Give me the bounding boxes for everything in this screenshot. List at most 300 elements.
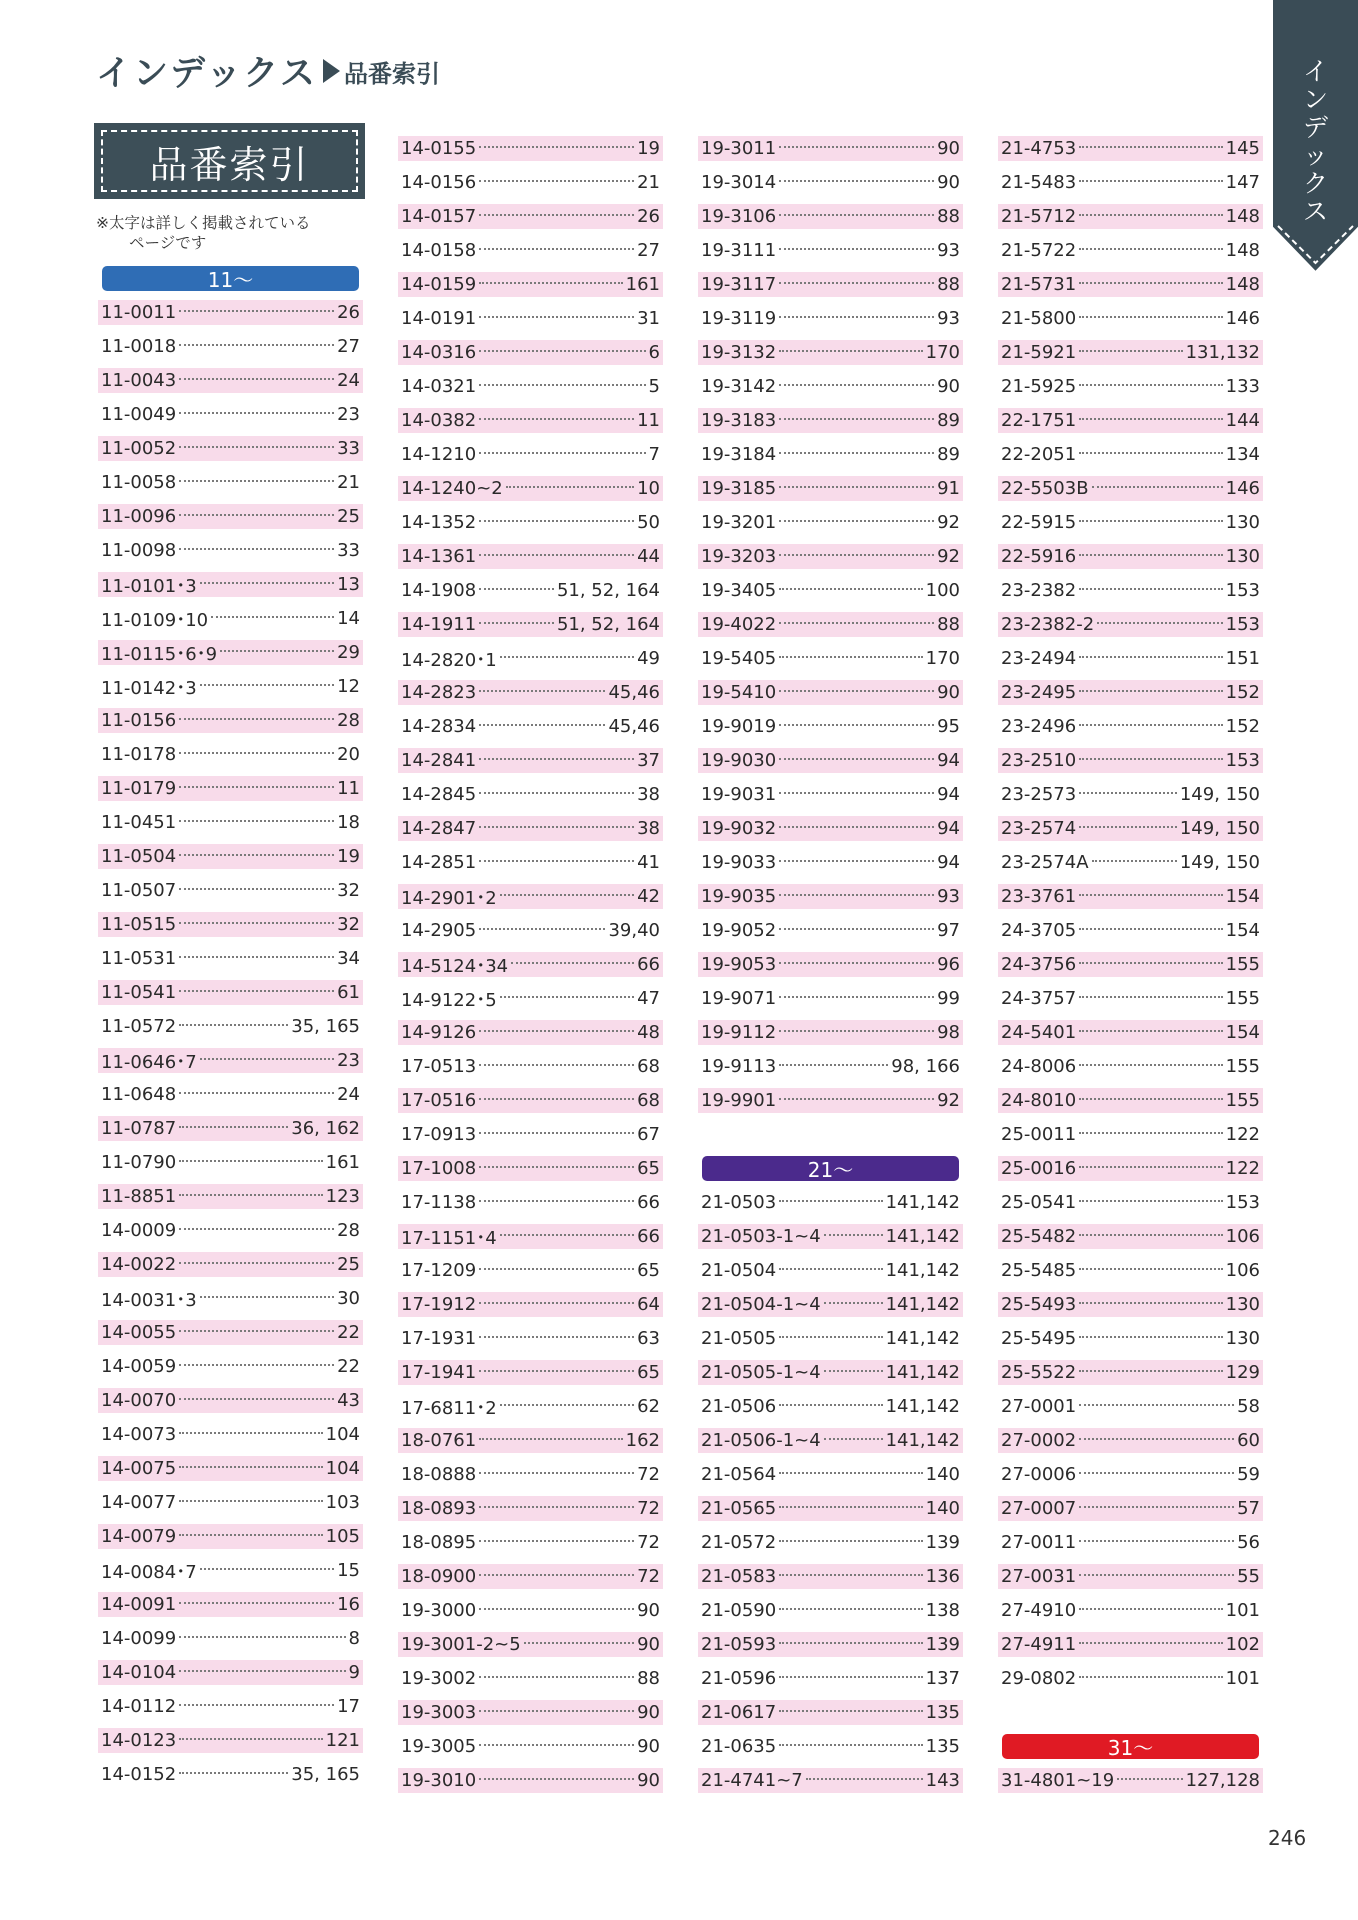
index-entry[interactable] [998, 680, 1263, 705]
index-entry[interactable] [698, 544, 963, 569]
product-code: 19-3010 [401, 1770, 477, 1791]
spacer [998, 1700, 1263, 1725]
index-entry[interactable] [698, 170, 963, 195]
index-entry[interactable] [398, 204, 663, 229]
page-reference: 144 [1225, 410, 1260, 431]
index-entry[interactable] [998, 544, 1263, 569]
index-entry[interactable] [398, 1530, 663, 1555]
index-entry[interactable] [398, 612, 663, 637]
page-reference: 140 [925, 1464, 960, 1485]
index-entry[interactable] [698, 1666, 963, 1691]
page-reference: 58 [1237, 1396, 1260, 1417]
page-reference: 12 [337, 676, 360, 697]
note-line-1: ※太字は詳しく掲載されている [96, 214, 311, 232]
index-entry[interactable] [698, 1292, 963, 1317]
index-entry[interactable] [998, 374, 1263, 399]
index-entry[interactable] [998, 646, 1263, 671]
page-reference: 139 [925, 1532, 960, 1553]
index-entry[interactable] [98, 1286, 363, 1311]
index-entry[interactable] [698, 1496, 963, 1521]
page-reference: 48 [637, 1022, 660, 1043]
leader-dots [200, 1296, 334, 1298]
index-entry[interactable] [698, 476, 963, 501]
index-entry[interactable] [98, 1320, 363, 1345]
index-entry[interactable] [98, 742, 363, 767]
index-entry[interactable] [98, 946, 363, 971]
product-code: 11-0011 [101, 302, 177, 323]
index-entry[interactable] [698, 782, 963, 807]
index-entry[interactable] [698, 238, 963, 263]
leader-dots [479, 928, 605, 930]
index-entry[interactable] [998, 1768, 1263, 1793]
page-reference: 97 [937, 920, 960, 941]
index-entry[interactable] [998, 1088, 1263, 1113]
leader-dots [1079, 1166, 1222, 1168]
index-entry[interactable] [398, 1700, 663, 1725]
page-reference: 139 [925, 1634, 960, 1655]
leader-dots [779, 1642, 922, 1644]
page-reference: 15 [337, 1560, 360, 1581]
leader-dots [1079, 1676, 1222, 1678]
index-entry[interactable] [698, 374, 963, 399]
index-entry[interactable] [698, 340, 963, 365]
index-entry[interactable] [998, 340, 1263, 365]
index-entry[interactable] [998, 884, 1263, 909]
product-code: 14-0070 [101, 1390, 177, 1411]
page-reference: 141,142 [885, 1192, 960, 1213]
page-reference: 33 [337, 438, 360, 459]
index-entry[interactable] [398, 1564, 663, 1589]
product-code: 14-0073 [101, 1424, 177, 1445]
page-reference: 94 [937, 784, 960, 805]
page-reference: 45,46 [608, 716, 660, 737]
index-entry[interactable] [698, 1326, 963, 1351]
index-entry[interactable] [698, 1020, 963, 1045]
leader-dots [1079, 452, 1222, 454]
index-entry[interactable] [998, 714, 1263, 739]
leader-dots [200, 1568, 334, 1570]
index-entry[interactable] [998, 612, 1263, 637]
index-entry[interactable] [998, 816, 1263, 841]
index-entry[interactable] [98, 1524, 363, 1549]
index-entry[interactable] [998, 442, 1263, 467]
leader-dots [179, 752, 334, 754]
index-entry[interactable] [98, 1592, 363, 1617]
leader-dots [1079, 520, 1222, 522]
index-entry[interactable] [98, 1728, 363, 1753]
index-entry[interactable] [398, 510, 663, 535]
product-code: 14-2851 [401, 852, 477, 873]
index-entry[interactable] [998, 1156, 1263, 1181]
index-entry[interactable] [398, 170, 663, 195]
index-entry[interactable] [698, 1734, 963, 1759]
index-entry[interactable] [698, 408, 963, 433]
index-entry[interactable] [398, 1326, 663, 1351]
index-entry[interactable] [398, 884, 663, 909]
index-entry[interactable] [98, 844, 363, 869]
leader-dots [1079, 588, 1222, 590]
index-entry[interactable] [398, 306, 663, 331]
index-entry[interactable] [98, 436, 363, 461]
product-code: 14-2841 [401, 750, 477, 771]
note-line-2: ページです [129, 234, 207, 252]
product-code: 21-0504 [701, 1260, 777, 1281]
index-entry[interactable] [398, 714, 663, 739]
index-entry[interactable] [398, 1292, 663, 1317]
leader-dots [779, 1098, 934, 1100]
index-entry[interactable] [98, 912, 363, 937]
index-entry[interactable] [698, 680, 963, 705]
leader-dots [779, 690, 934, 692]
leader-dots [779, 860, 934, 862]
index-entry[interactable] [998, 1564, 1263, 1589]
index-entry[interactable] [398, 1088, 663, 1113]
index-entry[interactable] [698, 510, 963, 535]
index-entry[interactable] [398, 748, 663, 773]
index-entry[interactable] [998, 1292, 1263, 1317]
index-entry[interactable] [398, 544, 663, 569]
page-reference: 26 [637, 206, 660, 227]
page-reference: 123 [325, 1186, 360, 1207]
index-entry[interactable] [398, 680, 663, 705]
index-entry[interactable] [98, 1456, 363, 1481]
index-entry[interactable] [398, 1190, 663, 1215]
index-entry[interactable] [998, 1666, 1263, 1691]
index-entry[interactable] [398, 1734, 663, 1759]
index-entry[interactable] [698, 1530, 963, 1555]
product-code: 14-0191 [401, 308, 477, 329]
page-reference: 92 [937, 512, 960, 533]
index-entry[interactable] [698, 272, 963, 297]
index-entry[interactable] [998, 136, 1263, 161]
product-code: 19-9031 [701, 784, 777, 805]
index-entry[interactable] [398, 646, 663, 671]
page-reference: 90 [637, 1634, 660, 1655]
product-code: 11-0156 [101, 710, 177, 731]
index-entry[interactable] [698, 646, 963, 671]
leader-dots [524, 1642, 634, 1644]
page-reference: 148 [1225, 240, 1260, 261]
index-entry[interactable] [698, 1190, 963, 1215]
index-entry[interactable] [698, 748, 963, 773]
index-entry[interactable] [998, 238, 1263, 263]
index-entry[interactable] [998, 782, 1263, 807]
leader-dots [179, 514, 334, 516]
leader-dots [1079, 690, 1222, 692]
page-reference: 65 [637, 1158, 660, 1179]
page-reference: 155 [1225, 1090, 1260, 1111]
page-reference: 38 [637, 784, 660, 805]
index-entry[interactable] [98, 980, 363, 1005]
page-reference: 141,142 [885, 1294, 960, 1315]
product-code: 22-1751 [1001, 410, 1077, 431]
index-entry[interactable] [698, 952, 963, 977]
index-entry[interactable] [98, 572, 363, 597]
index-entry[interactable] [998, 1020, 1263, 1045]
index-entry[interactable] [998, 1326, 1263, 1351]
index-entry[interactable] [98, 1218, 363, 1243]
index-entry[interactable] [698, 1462, 963, 1487]
index-entry[interactable] [698, 1700, 963, 1725]
index-entry[interactable] [698, 918, 963, 943]
page-reference: 152 [1225, 716, 1260, 737]
index-entry[interactable] [398, 272, 663, 297]
index-entry[interactable] [698, 578, 963, 603]
leader-dots [479, 1438, 622, 1440]
index-entry[interactable] [98, 1388, 363, 1413]
index-entry[interactable] [698, 1224, 963, 1249]
index-entry[interactable] [698, 136, 963, 161]
index-entry[interactable] [998, 986, 1263, 1011]
page-reference: 101 [1225, 1600, 1260, 1621]
index-entry[interactable] [998, 578, 1263, 603]
index-entry[interactable] [998, 170, 1263, 195]
page-reference: 11 [637, 410, 660, 431]
page-reference: 31 [637, 308, 660, 329]
product-code: 23-2573 [1001, 784, 1077, 805]
index-entry[interactable] [998, 476, 1263, 501]
leader-dots [779, 486, 934, 488]
product-code: 24-3705 [1001, 920, 1077, 941]
index-entry[interactable] [98, 504, 363, 529]
page-reference: 122 [1225, 1124, 1260, 1145]
leader-dots [779, 452, 934, 454]
index-entry[interactable] [998, 1462, 1263, 1487]
page-reference: 51, 52, 164 [556, 580, 660, 601]
index-entry[interactable] [398, 1428, 663, 1453]
leader-dots [479, 1132, 634, 1134]
page-reference: 90 [637, 1702, 660, 1723]
index-entry[interactable] [98, 1014, 363, 1039]
index-entry[interactable] [698, 1258, 963, 1283]
index-entry[interactable] [98, 810, 363, 835]
product-code: 19-3203 [701, 546, 777, 567]
index-entry[interactable] [998, 1632, 1263, 1657]
index-entry[interactable] [98, 402, 363, 427]
index-entry[interactable] [398, 1224, 663, 1249]
page-reference: 64 [637, 1294, 660, 1315]
index-entry[interactable] [698, 850, 963, 875]
index-entry[interactable] [698, 204, 963, 229]
index-entry[interactable] [698, 442, 963, 467]
index-entry[interactable] [398, 238, 663, 263]
index-entry[interactable] [398, 408, 663, 433]
index-entry[interactable] [398, 1122, 663, 1147]
index-entry[interactable] [98, 538, 363, 563]
index-entry[interactable] [698, 1054, 963, 1079]
page-reference: 94 [937, 818, 960, 839]
index-entry[interactable] [98, 606, 363, 631]
product-code: 14-2834 [401, 716, 477, 737]
index-entry[interactable] [998, 1122, 1263, 1147]
product-code: 25-0541 [1001, 1192, 1077, 1213]
index-entry[interactable] [98, 1048, 363, 1073]
index-entry[interactable] [98, 1252, 363, 1277]
product-code: 25-5485 [1001, 1260, 1077, 1281]
page-reference: 21 [637, 172, 660, 193]
index-entry[interactable] [398, 1768, 663, 1793]
leader-dots [779, 350, 922, 352]
index-entry[interactable] [398, 374, 663, 399]
index-entry[interactable] [398, 782, 663, 807]
index-entry[interactable] [698, 714, 963, 739]
index-entry[interactable] [98, 708, 363, 733]
leader-dots [779, 588, 922, 590]
index-entry[interactable] [998, 1054, 1263, 1079]
leader-dots [479, 1166, 634, 1168]
index-entry[interactable] [998, 1394, 1263, 1419]
product-code: 27-0031 [1001, 1566, 1077, 1587]
index-entry[interactable] [98, 878, 363, 903]
page-reference: 24 [337, 1084, 360, 1105]
index-entry[interactable] [998, 272, 1263, 297]
index-entry[interactable] [998, 1360, 1263, 1385]
index-entry[interactable] [98, 640, 363, 665]
index-entry[interactable] [398, 578, 663, 603]
index-entry[interactable] [98, 368, 363, 393]
product-code: 21-0505-1~4 [701, 1362, 821, 1383]
index-entry[interactable] [98, 1150, 363, 1175]
index-entry[interactable] [398, 918, 663, 943]
index-entry[interactable] [998, 1258, 1263, 1283]
index-entry[interactable] [998, 1224, 1263, 1249]
index-entry[interactable] [398, 1598, 663, 1623]
leader-dots [1079, 248, 1222, 250]
index-entry[interactable] [398, 1394, 663, 1419]
index-entry[interactable] [698, 306, 963, 331]
index-entry[interactable] [998, 1496, 1263, 1521]
page-reference: 47 [637, 988, 660, 1009]
index-entry[interactable] [398, 1666, 663, 1691]
product-code: 14-0077 [101, 1492, 177, 1513]
index-entry[interactable] [398, 1360, 663, 1385]
index-entry[interactable] [98, 334, 363, 359]
index-entry[interactable] [698, 1360, 963, 1385]
index-entry[interactable] [698, 1564, 963, 1589]
leader-dots [179, 1092, 334, 1094]
index-entry[interactable] [98, 674, 363, 699]
index-entry[interactable] [98, 1558, 363, 1583]
index-entry[interactable] [98, 1626, 363, 1651]
index-entry[interactable] [698, 986, 963, 1011]
index-entry[interactable] [98, 776, 363, 801]
index-entry[interactable] [398, 1496, 663, 1521]
index-entry[interactable] [698, 1598, 963, 1623]
index-entry[interactable] [98, 1422, 363, 1447]
index-entry[interactable] [98, 470, 363, 495]
index-entry[interactable] [398, 1020, 663, 1045]
leader-dots [479, 554, 634, 556]
index-entry[interactable] [998, 748, 1263, 773]
index-entry[interactable] [698, 1088, 963, 1113]
product-code: 17-1931 [401, 1328, 477, 1349]
leader-dots [479, 282, 622, 284]
index-entry[interactable] [698, 1632, 963, 1657]
page-reference: 162 [625, 1430, 660, 1451]
index-entry[interactable] [98, 1490, 363, 1515]
index-entry[interactable] [398, 1054, 663, 1079]
index-entry[interactable] [98, 1694, 363, 1719]
index-entry[interactable] [98, 300, 363, 325]
index-entry[interactable] [398, 1156, 663, 1181]
index-entry[interactable] [398, 986, 663, 1011]
side-index-tab[interactable] [1273, 0, 1358, 276]
index-entry[interactable] [998, 1428, 1263, 1453]
page-reference: 154 [1225, 1022, 1260, 1043]
index-entry[interactable] [98, 1116, 363, 1141]
leader-dots [479, 724, 605, 726]
index-entry[interactable] [998, 1190, 1263, 1215]
index-entry[interactable] [398, 136, 663, 161]
page-reference: 56 [1237, 1532, 1260, 1553]
index-entry[interactable] [398, 1258, 663, 1283]
product-code: 21-0590 [701, 1600, 777, 1621]
index-entry[interactable] [98, 1354, 363, 1379]
leader-dots [1079, 1030, 1222, 1032]
product-code: 21-0596 [701, 1668, 777, 1689]
leader-dots [1079, 1472, 1234, 1474]
index-entry[interactable] [998, 918, 1263, 943]
index-entry[interactable] [698, 1394, 963, 1419]
index-entry[interactable] [398, 952, 663, 977]
page-reference: 28 [337, 1220, 360, 1241]
index-entry[interactable] [98, 1762, 363, 1787]
index-entry[interactable] [998, 1598, 1263, 1623]
product-code: 29-0802 [1001, 1668, 1077, 1689]
index-entry[interactable] [998, 510, 1263, 535]
index-entry[interactable] [398, 340, 663, 365]
product-code: 24-3756 [1001, 954, 1077, 975]
page-reference: 137 [925, 1668, 960, 1689]
index-entry[interactable] [398, 476, 663, 501]
index-entry[interactable] [998, 408, 1263, 433]
index-entry[interactable] [998, 850, 1263, 875]
page-reference: 36, 162 [291, 1118, 360, 1139]
index-entry[interactable] [698, 612, 963, 637]
page-reference: 122 [1225, 1158, 1260, 1179]
page-reference: 63 [637, 1328, 660, 1349]
page-reference: 65 [637, 1362, 660, 1383]
index-entry[interactable] [698, 1768, 963, 1793]
index-entry[interactable] [98, 1660, 363, 1685]
index-entry[interactable] [698, 1428, 963, 1453]
index-entry[interactable] [998, 1530, 1263, 1555]
index-entry[interactable] [998, 306, 1263, 331]
leader-dots [479, 384, 645, 386]
index-entry[interactable] [398, 850, 663, 875]
index-entry[interactable] [998, 204, 1263, 229]
index-entry[interactable] [998, 952, 1263, 977]
leader-dots [779, 1268, 882, 1270]
product-code: 19-3106 [701, 206, 777, 227]
leader-dots [479, 1506, 634, 1508]
index-entry[interactable] [398, 1462, 663, 1487]
product-code: 19-3405 [701, 580, 777, 601]
leader-dots [1079, 894, 1222, 896]
leader-dots [1079, 826, 1177, 828]
index-entry[interactable] [398, 442, 663, 467]
product-code: 19-3014 [701, 172, 777, 193]
index-entry[interactable] [398, 1632, 663, 1657]
index-entry[interactable] [398, 816, 663, 841]
product-code: 19-3132 [701, 342, 777, 363]
index-entry[interactable] [698, 884, 963, 909]
leader-dots [1079, 724, 1222, 726]
product-code: 21-0564 [701, 1464, 777, 1485]
index-entry[interactable] [98, 1082, 363, 1107]
index-entry[interactable] [98, 1184, 363, 1209]
index-entry[interactable] [698, 816, 963, 841]
